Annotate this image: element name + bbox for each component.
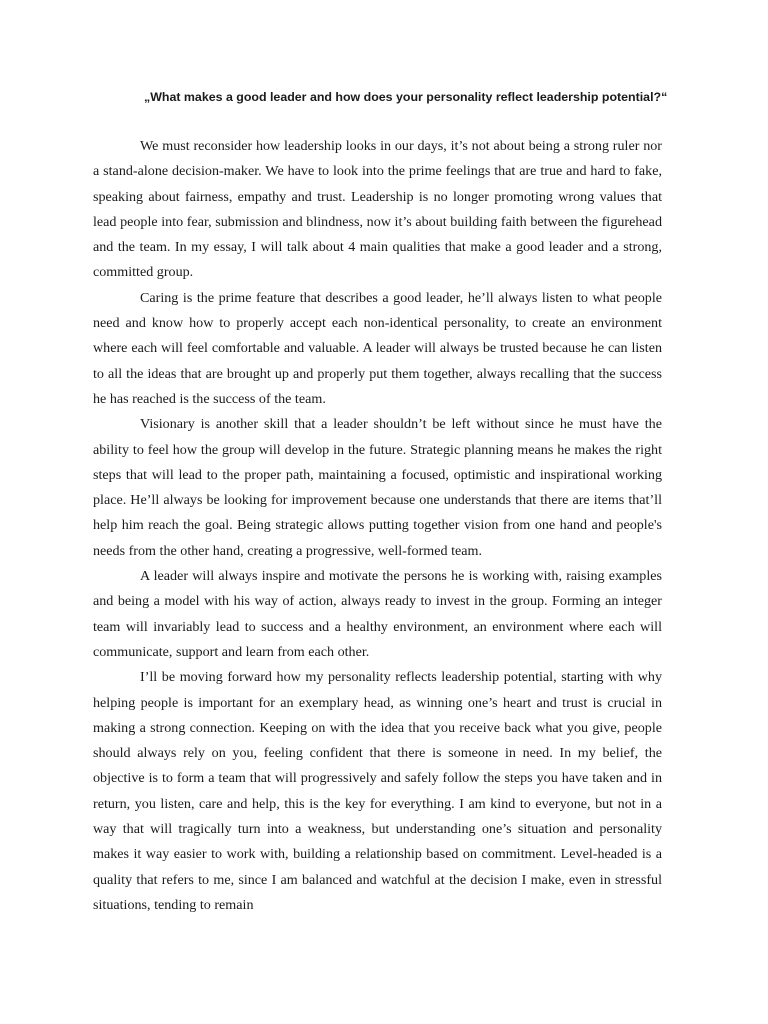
paragraph-intro: We must reconsider how leadership looks in our days, it’s not about being a strong ruler nor a stand-alone decision-maker. We have to look into the prime feelings that are true and hard to fake, speaking about fairness, empathy and trust. Leadership is no longer promoting wrong values that lead people into fear, submission and blindness, now it’s about building faith between the figurehead and the team. In my essay, I will talk about 4 main qualities that make a good leader and a strong, committed group. <box>93 138 662 281</box>
paragraph-visionary: Visionary is another skill that a leader shouldn’t be left without since he must have the ability to feel how the group will develop in the future. Strategic planning means he makes the right steps that will lead to the proper path, maintaining a focused, optimistic and inspirational working place. He’ll always be looking for improvement because one understands that there are items that’ll help him reach the goal. Being strategic allows putting together vision from one hand and people's needs from the other hand, creating a progressive, well-formed team. <box>93 416 662 559</box>
essay-body <box>93 134 662 918</box>
paragraph-personality: I’ll be moving forward how my personality reflects leadership potential, starting with why helping people is important for an exemplary head, as winning one’s heart and trust is crucial in making a strong connection. Keeping on with the idea that you receive back what you give, people should always rely on you, feeling confident that there is someone in need. In my belief, the objective is to form a team that will progressively and safely follow the steps you have taken and in return, you listen, care and help, this is the key for everything. I am kind to everyone, but not in a way that will tragically turn into a weakness, but understanding one’s situation and personality makes it way easier to work with, building a relationship based on commitment. Level-headed is a quality that refers to me, since I am balanced and watchful at the decision I make, even in stressful situations, tending to remain <box>93 669 662 913</box>
paragraph-caring: Caring is the prime feature that describes a good leader, he’ll always listen to what people need and know how to properly accept each non-identical personality, to create an environment where each will feel comfortable and valuable. A leader will always be trusted because he can listen to all the ideas that are brought up and properly put them together, always recalling that the success he has reached is the success of the team. <box>93 289 662 407</box>
essay-title: „What makes a good leader and how does your personality reflect leadership potential?“ <box>144 90 668 104</box>
paragraph-inspire: A leader will always inspire and motivate the persons he is working with, raising examples and being a model with his way of action, always ready to invest in the group. Forming an integer team will invariably lead to success and a healthy environment, an environment where each will communicate, support and learn from each other. <box>93 568 662 660</box>
